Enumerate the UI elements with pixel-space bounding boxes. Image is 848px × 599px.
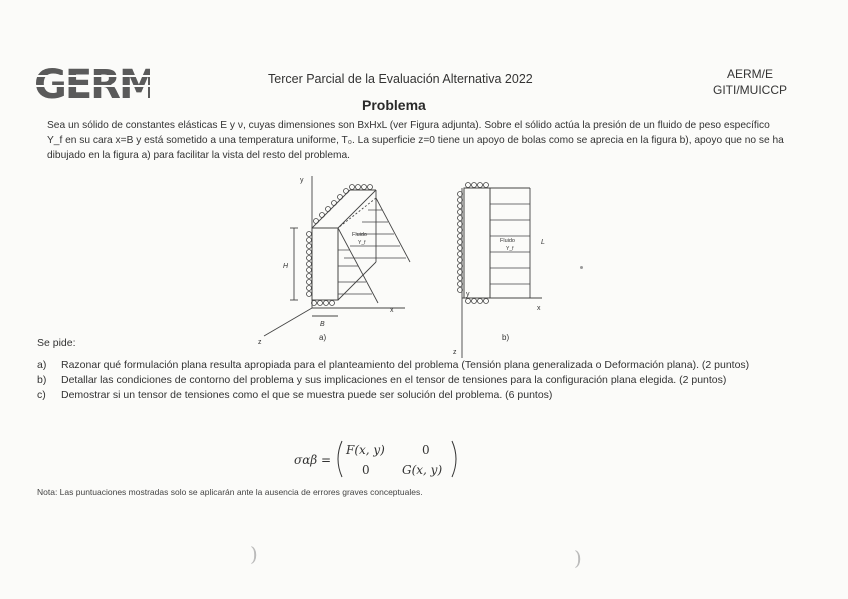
question-c (37, 388, 767, 403)
question-b-text: Detallar las condiciones de contorno del problema y sus implicaciones en el tensor de tensiones para la configuración plana elegida. (2 puntos) (61, 374, 727, 386)
course-code-line1: AERM/E (726, 67, 773, 81)
binder-mark-left: ) (250, 542, 258, 566)
question-list (37, 358, 767, 403)
figure-b (453, 183, 545, 359)
formula-lhs: σαβ = (294, 453, 332, 467)
formula-a12: 0 (422, 443, 430, 457)
problem-figure (250, 168, 580, 358)
fig-a-dim-h: H (283, 263, 289, 270)
question-b-letter: b) (37, 374, 47, 386)
fig-a-axis-y: y (300, 177, 304, 184)
fig-a-axis-z: z (258, 339, 262, 346)
footnote: Nota: Las puntuaciones mostradas solo se aplicarán ante la ausencia de errores graves conceptuales. (37, 487, 423, 497)
logo-lettering: GERM (34, 62, 150, 104)
fig-a-fluid-label: Fluido (352, 232, 367, 238)
fig-a-caption: a) (319, 333, 327, 342)
question-a (37, 358, 767, 373)
binder-mark-right: ) (574, 546, 582, 570)
question-a-letter: a) (37, 359, 47, 371)
exam-title: Tercer Parcial de la Evaluación Alternativa 2022 (268, 72, 533, 86)
fig-b-dim-l: L (541, 239, 545, 246)
fig-a-dim-b: B (320, 321, 325, 328)
problem-title: Problema (362, 97, 426, 113)
fig-b-fluid-sub: Y_f (506, 246, 514, 252)
se-pide-label: Se pide: (37, 337, 76, 349)
question-c-letter: c) (37, 389, 46, 401)
formula-a22: G(x, y) (402, 463, 443, 477)
fig-a-fluid-sub: Y_f (358, 240, 366, 246)
fig-b-axis-y: y (466, 291, 470, 298)
fig-b-axis-z: z (453, 349, 457, 356)
figure-a (258, 176, 410, 346)
fig-b-fluid-label: Fluido (500, 238, 515, 244)
formula-a21: 0 (362, 463, 370, 477)
course-code-line2: GITI/MUICCP (713, 83, 787, 97)
problem-statement: Sea un sólido de constantes elásticas E y ν, cuyas dimensiones son BxHxL (ver Figura adjunta). Sobre el sólido actúa la presión de un fluido de peso específico Y_f en su cara x=B y está sometido a una temperatura uniforme, T₀. La superficie z=0 tiene un apoyo de bolas como se aprecia en la figura b), apoyo que no se ha dibujado en la figura a) para facilitar la vista del resto del problema. (47, 120, 784, 161)
fig-b-axis-x: x (537, 305, 541, 312)
question-b (37, 373, 767, 388)
fig-b-caption: b) (502, 333, 510, 342)
formula-a11: F(x, y) (346, 443, 385, 457)
course-code (712, 66, 788, 98)
stress-tensor-formula (294, 438, 464, 484)
fig-a-axis-x: x (390, 307, 394, 314)
germ-logo (34, 62, 150, 104)
question-c-text: Demostrar si un tensor de tensiones como el que se muestra puede ser solución del problema. (6 puntos) (61, 389, 553, 401)
stray-dot (580, 266, 583, 269)
question-a-text: Razonar qué formulación plana resulta apropiada para el planteamiento del problema (Tensión plana generalizada o Deformación plana). (2 puntos) (61, 359, 750, 371)
